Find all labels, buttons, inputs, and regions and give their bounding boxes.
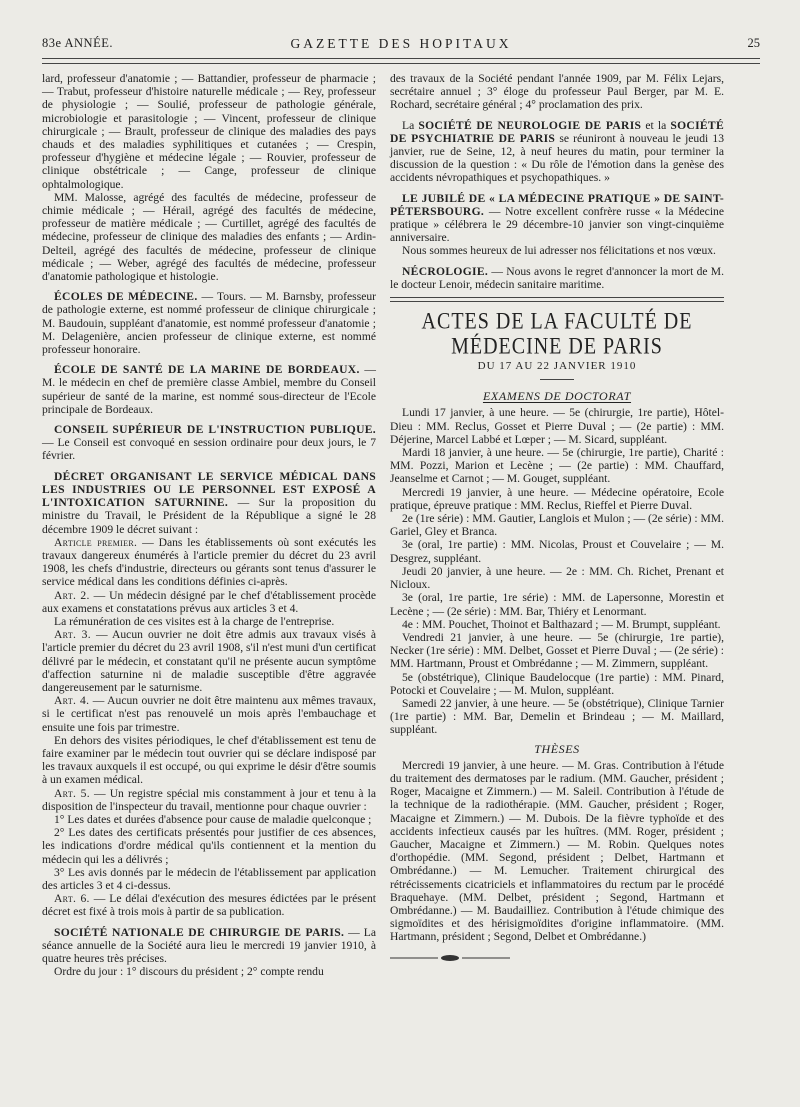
page-number: 25 <box>747 36 760 50</box>
article <box>42 694 376 734</box>
exam-entry: Vendredi 21 janvier, à une heure. — 5e (chirurgie, 1re partie), Necker (1re série) : MM. Delbet, Gosset et Pierre Duval ; — (2e série) : MM. Hartmann, Proust et Ombrédanne ; — M. Zimmern, suppléant. <box>390 630 724 671</box>
exam-entry: 4e : MM. Pouchet, Thoinot et Balthazard ; — M. Brumpt, suppléant. <box>402 617 721 631</box>
news-text: — M. le médecin en chef de première classe Ambiel, membre du Conseil supérieur de santé de la marine, est nommé sous-directeur de l'Ecole principale de Bordeaux. <box>42 363 376 416</box>
section-heading: SOCIÉTÉ NATIONALE DE CHIRURGIE DE PARIS. <box>54 925 345 939</box>
exam-entry: 3e (oral, 1re partie, 1re série) : MM. de Lapersonne, Morestin et Lecène ; — (2e série) : MM. Bar, Thiéry et Lenormant. <box>390 591 724 618</box>
article <box>42 589 376 615</box>
article-text: — Un médecin désigné par le chef d'établissement procède aux examens et constatations prévus aux articles 3 et 4. <box>42 588 376 615</box>
paragraph: Nous sommes heureux de lui adresser nos félicitations et nos vœux. <box>402 244 716 258</box>
paragraph: La rémunération de ces visites est à la charge de l'entreprise. <box>54 614 335 628</box>
news-item <box>42 423 376 463</box>
article-text: — Dans les établissements où sont exécutés les travaux dangereux énumérés à l'article premier du décret du 23 avril 1908, les chefs d'industrie, directeurs ou gérants sont tenus d'assurer le service médical dans les conditions définies ci-après. <box>42 535 376 589</box>
article-label: Art. 6. <box>54 892 90 906</box>
news-text: — Le Conseil est convoqué en session ordinaire pour deux jours, le 7 février. <box>42 436 376 463</box>
theses-heading: THÈSES <box>534 741 580 756</box>
actes-subtitle: DU 17 AU 22 JANVIER 1910 <box>477 360 637 373</box>
exam-entry: Jeudi 20 janvier, à une heure. — 2e : MM. Ch. Richet, Prenant et Nicloux. <box>390 564 724 592</box>
section-heading: ÉCOLES DE MÉDECINE. <box>54 290 198 304</box>
end-ornament <box>390 954 510 962</box>
paragraph: Ordre du jour : 1° discours du président ; 2° compte rendu <box>54 965 324 979</box>
news-text: — Sur la proposition du ministre du Travail, le Président de la République a signé le 28 décembre 1909 le décret suivant : <box>42 496 376 536</box>
section-heading: NÉCROLOGIE. <box>402 264 489 278</box>
article-label: Article premier. <box>54 535 138 549</box>
exam-entry: Mercredi 19 janvier, à une heure. — Médecine opératoire, Ecole pratique, épreuve pratique : MM. Reclus, Rieffel et Pierre Duval. <box>390 485 724 512</box>
section-heading: DÉCRET ORGANISANT LE SERVICE MÉDICAL DANS LES INDUSTRIES OU LE PERSONNEL EST EXPOSÉ A L'INTOXICATION SATURNINE. <box>42 469 376 510</box>
exam-entry: Mardi 18 janvier, à une heure. — 5e (chirurgie, 1re partie), Charité : MM. Pozzi, Marion et Lecène ; — (2e partie) : MM. Chauffard, Jeanselme et Carnot ; — M. Gouget, suppléant. <box>390 446 724 486</box>
article <box>42 787 376 813</box>
article <box>42 628 376 694</box>
paragraph: lard, professeur d'anatomie ; — Battandier, professeur de pharmacie ; — Trabut, professeur d'histoire naturelle médicale ; — Rey, professeur de physiologie ; — Soulié, professeur de pathologie générale, microbiologie et parasitologie ; — Vincent, professeur de clinique chirurgicale ; — Brault, professeur de clinique des maladies des pays chauds et des maladies syphilitiques et cutanées ; — Crespin, professeur d'hygiène et médecine légale ; — Rouvier, professeur de clinique obstétricale ; — Cange, professeur de clinique ophtalmologique. <box>42 72 376 191</box>
header-rule <box>42 58 760 64</box>
volume-year: 83e ANNÉE. <box>42 36 113 50</box>
section-rule <box>390 297 724 302</box>
running-header <box>42 36 760 54</box>
section-heading: SOCIÉTÉ DE NEUROLOGIE DE PARIS <box>418 118 642 132</box>
left-column <box>42 72 376 978</box>
right-column <box>390 72 724 965</box>
news-item <box>42 470 376 536</box>
exam-entry: Samedi 22 janvier, à une heure. — 5e (obstétrique), Clinique Tarnier (1re partie) : MM. Bar, Demelin et Brindeau ; — M. Maillard, suppléant. <box>390 696 724 737</box>
section-heading: CONSEIL SUPÉRIEUR DE L'INSTRUCTION PUBLIQUE. <box>54 423 376 437</box>
short-rule <box>540 379 574 380</box>
news-item <box>42 290 376 356</box>
news-item <box>390 265 724 291</box>
news-item <box>42 363 376 416</box>
news-text: — Tours. — M. Barnsby, professeur de pathologie externe, est nommé professeur de clinique chirurgicale ; M. Baudouin, suppléant d'anatomie, est nommé professeur d'anatomie ; M. Delagenière, ancien professeur de clinique externe, est nommé professeur honoraire. <box>42 290 377 357</box>
theses-text: Mercredi 19 janvier, à une heure. — M. Gras. Contribution à l'étude du traitement des dermatoses par le radium. (MM. Gaucher, président ; Roger, Macaigne et Zimmern.) — M. Saleil. Contribution à l'étude de la technique de la radiothérapie. (MM. Gaucher, président ; Roger, Macaigne et Zimmern.) — M. Dubois. De la fièvre typhoïde et des accidents infectieux causés par les huîtres. (MM. Roger, président ; Gaucher, Macaigne et Zimmern.) — M. Robin. Quelques notes d'orthopédie. (MM. Segond, président ; Delbet, Hartmann et Ombrédanne.) — M. Lemucher. Traitement chirurgical des rétrécissements cicatriciels et inflammatoires du rectum par le procédé Braquehaye. (MM. Delbet, président ; Segond, Hartmann et Ombrédanne.) — M. Baudailliez. Contribution à l'étude chimique des sigmoïdites et des hérisigmoïdites d'origine inflammatoire. (MM. Hartmann, président ; Segond, Delbet et Ombrédanne.) <box>390 758 724 944</box>
news-item <box>390 192 724 245</box>
news-text: — Notre excellent confrère russe « la Médecine pratique » célébrera le 29 décembre-10 janvier son vingt-cinquième anniversaire. <box>390 204 724 245</box>
news-text: La <box>402 118 419 132</box>
article <box>42 892 376 918</box>
actes-title: ACTES DE LA FACULTÉ DE MÉDECINE DE PARIS <box>421 308 693 360</box>
article-text: — Un registre spécial mis constamment à jour et tenu à la disposition de l'inspecteur du travail, mentionne pour chaque ouvrier : <box>42 786 376 813</box>
article-label: Art. 3. <box>54 628 91 642</box>
news-text: — Nous avons le regret d'annoncer la mort de M. le docteur Lenoir, médecin sanitaire maritime. <box>390 264 724 291</box>
news-item <box>390 119 724 185</box>
exam-entry: 3e (oral, 1re partie) : MM. Nicolas, Proust et Couvelaire ; — M. Desgrez, suppléant. <box>390 538 724 565</box>
article-text: — Aucun ouvrier ne doit être admis aux travaux visés à l'article premier du décret du 23 avril 1908, s'il n'est muni d'un certificat délivré par le médecin, et constatant qu'il ne présente aucun symptôme d'affection saturnine ni de maladie susceptible d'être aggravée dangereusement par le saturnisme. <box>42 628 376 694</box>
article-label: Art. 4. <box>54 694 90 708</box>
paragraph: En dehors des visites périodiques, le chef d'établissement est tenu de faire examiner par le médecin tout ouvrier qui se déclare indisposé par les travaux auxquels il est occupé, ou qui exprime le désir d'être soumis à un examen médical. <box>42 733 376 787</box>
section-heading: SOCIÉTÉ DE PSYCHIATRIE DE PARIS <box>390 118 724 145</box>
exam-entry: 5e (obstétrique), Clinique Baudelocque (1re partie) : MM. Pinard, Potocki et Couvelaire ; — M. Mulon, suppléant. <box>390 670 724 697</box>
article-text: — Aucun ouvrier ne doit être maintenu aux mêmes travaux, si le certificat n'est pas renouvelé un mois après l'embauchage et ensuite une fois par trimestre. <box>42 694 376 734</box>
article-text: — Le délai d'exécution des mesures édictées par le présent décret est fixé à trois mois à partir de sa publication. <box>42 892 376 919</box>
list-item: 1° Les dates et durées d'absence pour cause de maladie quelconque ; <box>54 812 372 826</box>
news-text: se réuniront à nouveau le jeudi 13 janvier, rue de Seine, 12, à neuf heures du matin, pour terminer la discussion de la question : « Du rôle de l'émotion dans la genèse des accidents névropathiques et psychopathiques. » <box>390 131 725 185</box>
exam-entry: 2e (1re série) : MM. Gautier, Langlois et Mulon ; — (2e série) : MM. Gariel, Gley et Branca. <box>390 512 724 539</box>
news-text: — La séance annuelle de la Société aura lieu le mercredi 19 janvier 1910, à quatre heures très précises. <box>42 925 376 965</box>
paragraph: MM. Malosse, agrégé des facultés de médecine, professeur de chimie médicale ; — Hérail, agrégé des facultés de médecine, professeur de matière médicale ; — Curtillet, agrégé des facultés de médecine, professeur de clinique des maladies des enfants ; — Ardin-Delteil, agrégé des facultés de médecine, professeur de clinique médicale ; — Weber, agrégé des facultés de médecine, professeur d'anatomie pathologique et histologie. <box>42 190 376 284</box>
news-text: et la <box>641 118 671 132</box>
news-item <box>42 926 376 966</box>
doctorat-heading: EXAMENS DE DOCTORAT <box>482 389 632 404</box>
exam-entry: Lundi 17 janvier, à une heure. — 5e (chirurgie, 1re partie), Hôtel-Dieu : MM. Reclus, Gosset et Pierre Duval ; — (2e partie) : MM. Déjerine, Marcel Labbé et Lœper ; — M. Sicard, suppléant. <box>390 406 724 446</box>
article-label: Art. 2. <box>54 588 90 602</box>
list-item: 3° Les avis donnés par le médecin de l'établissement par application des articles 3 et 4 ci-dessus. <box>42 865 376 892</box>
section-heading: LE JUBILÉ DE « LA MÉDECINE PRATIQUE » DE SAINT-PÉTERSBOURG. <box>390 191 724 218</box>
journal-title: GAZETTE DES HOPITAUX <box>290 36 512 51</box>
list-item: 2° Les dates des certificats présentés pour justifier de ces absences, les indications d'ordre médical qu'ils contiennent et la mention du médecin qui les a délivrés ; <box>42 826 376 866</box>
article-label: Art. 5. <box>54 786 90 800</box>
article <box>42 536 376 589</box>
paragraph: des travaux de la Société pendant l'année 1909, par M. Félix Lejars, secrétaire annuel ; 3° éloge du professeur Paul Berger, par M. E. Rochard, secrétaire général ; 4° proclamation des prix. <box>390 72 724 112</box>
section-heading: ÉCOLE DE SANTÉ DE LA MARINE DE BORDEAUX. <box>54 363 360 377</box>
